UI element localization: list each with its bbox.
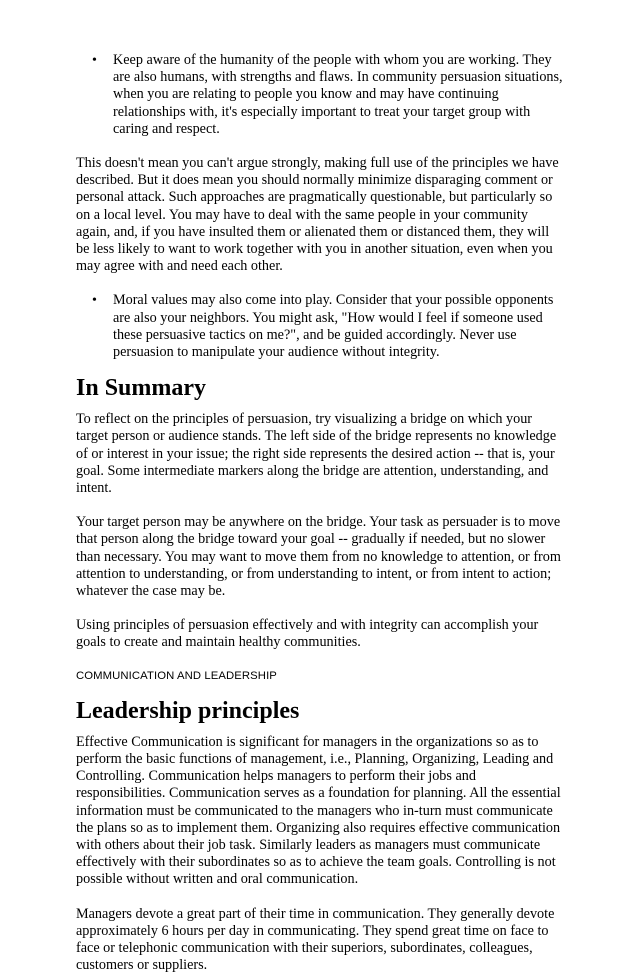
paragraph-target-person: Your target person may be anywhere on the bridge. Your task as persuader is to move that person along the bridge toward your goal -- gradually if needed, but no slower than necessary. You may want to move them from no knowledge to attention, or from attention to understanding, or from understanding to intent, or from intent to action; whatever the case may be. [76, 514, 561, 600]
list-item [76, 292, 564, 361]
document-page [76, 52, 564, 974]
paragraph-effective-communication: Effective Communication is significant for managers in the organizations so as to perform the basic functions of management, i.e., Planning, Organizing, Leading and Controlling. Communication helps managers to perform their jobs and responsibilities. Communication serves as a foundation for planning. All the essential information must be communicated to the managers who in-turn must communicate the plans so as to implement them. Organizing also requires effective communication with others about their job task. Similarly leaders as managers must communicate effectively with their subordinates so as to achieve the team goals. Controlling is not possible without written and oral communication. [76, 733, 561, 888]
list-item-text: Keep aware of the humanity of the people with whom you are working. They are also humans, with strengths and flaws. In community persuasion situations, when you are relating to people you know and may have continuing relationships with, it's especially important to treat your target group with caring and respect. [113, 52, 563, 137]
heading-leadership-principles: Leadership principles [76, 697, 300, 724]
bullet-list-humanity [76, 52, 564, 138]
bullet-icon: • [92, 53, 97, 68]
list-item-text: Moral values may also come into play. Consider that your possible opponents are also your neighbors. You might ask, "How would I feel if someone used these persuasive tactics on me?", and be guided accordingly. Never use persuasion to manipulate your audience without integrity. [113, 292, 554, 361]
bullet-list-moral-values [76, 292, 564, 361]
paragraph-argue-strongly: This doesn't mean you can't argue strongly, making full use of the principles we have described. But it does mean you should normally minimize disparaging comment or personal attack. Such approaches are pragmatically questionable, but particularly so on a local level. You may have to deal with the same people in your community again, and, if you have insulted them or alienated them or distanced them, they will be less likely to want to work together with you in another situation, even when you may agree with and need each other. [76, 155, 559, 275]
paragraph-managers-devote-time: Managers devote a great part of their time in communication. They generally devote approximately 6 hours per day in communicating. They spend great time on face to face or telephonic communication with their superiors, subordinates, colleagues, customers or suppliers. [76, 905, 555, 974]
bullet-icon: • [92, 293, 97, 309]
heading-in-summary: In Summary [76, 375, 207, 402]
list-item [76, 52, 564, 138]
section-label: COMMUNICATION AND LEADERSHIP [76, 669, 277, 682]
paragraph-bridge-metaphor: To reflect on the principles of persuasion, try visualizing a bridge on which your target person or audience stands. The left side of the bridge represents no knowledge of or interest in your issue; the right side represents the desired action -- that is, your goal. Some intermediate markers along the bridge are attention, understanding, and intent. [76, 411, 557, 497]
paragraph-integrity: Using principles of persuasion effectively and with integrity can accomplish your goals to create and maintain healthy communities. [76, 617, 539, 651]
